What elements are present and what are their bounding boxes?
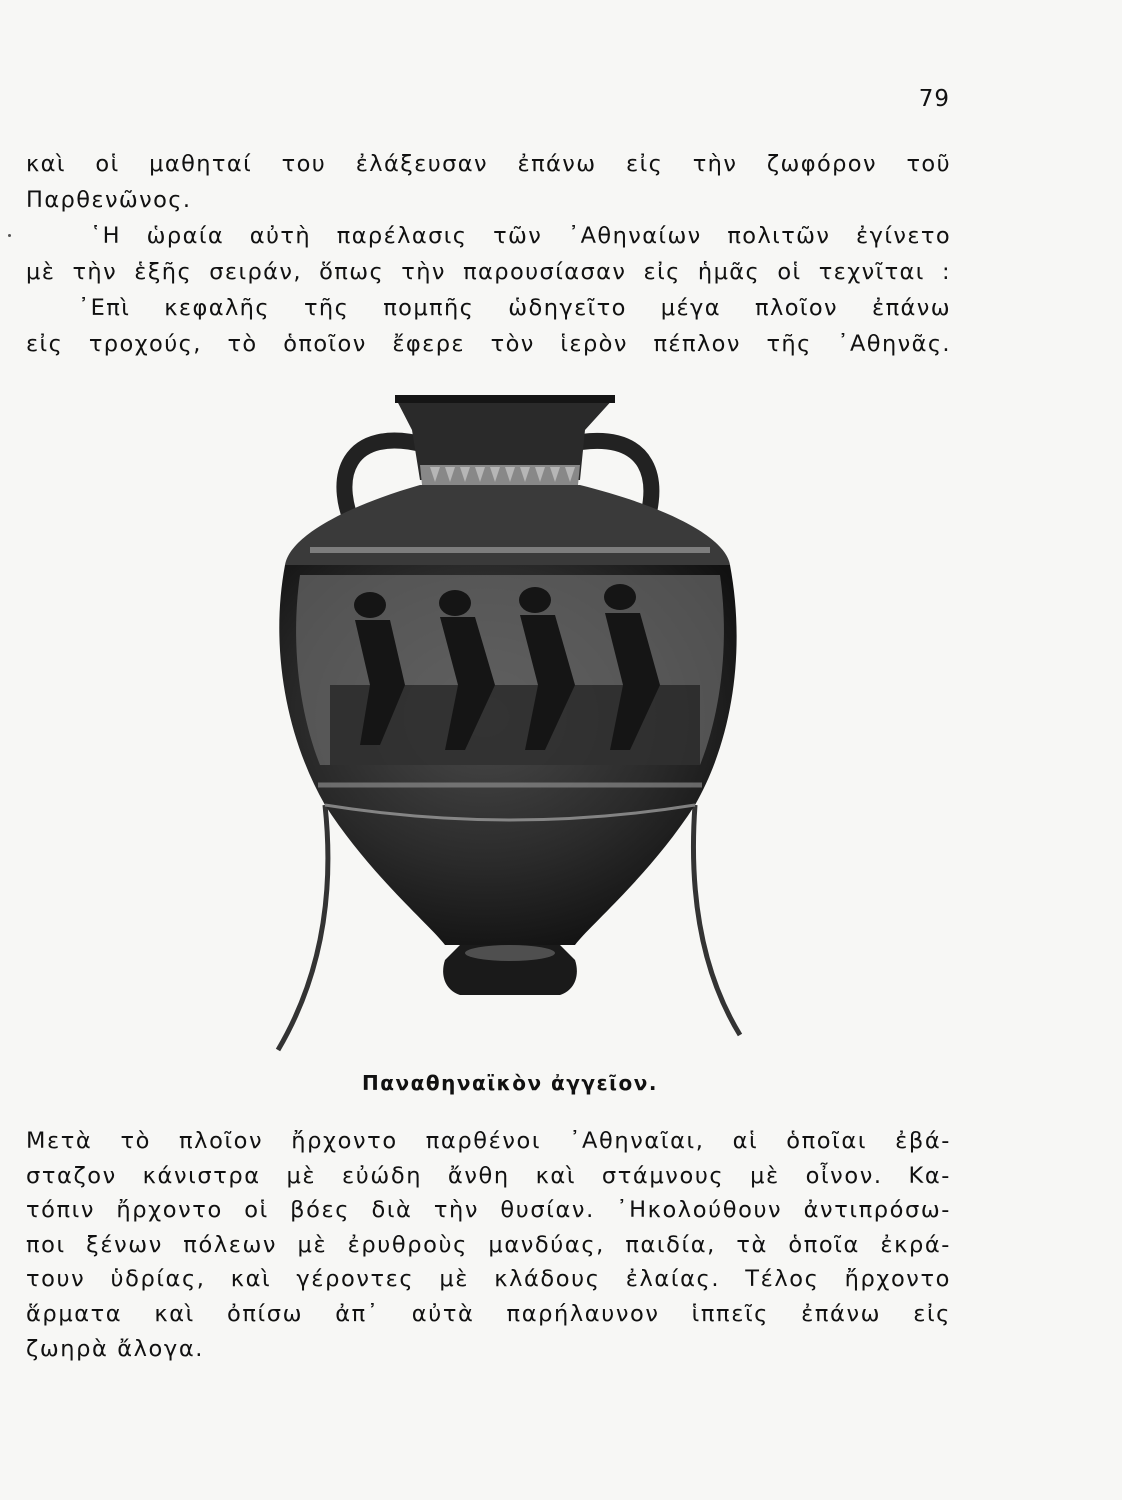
panathenaic-amphora-figure	[230, 385, 790, 1065]
text-line: εἰς τροχούς, τὸ ὁποῖον ἔφερε τὸν ἱερὸν πέπλον τῆς ᾿Αθηνᾶς.	[26, 331, 951, 357]
margin-speck	[8, 234, 11, 237]
figure-caption: Παναθηναϊκὸν ἀγγεῖον.	[362, 1071, 658, 1095]
text-line: ῾Η ὡραία αὐτὴ παρέλασις τῶν ᾿Αθηναίων πολιτῶν ἐγίνετο	[90, 223, 951, 249]
text-line: ᾿Επὶ κεφαλῆς τῆς πομπῆς ὡδηγεῖτο μέγα πλοῖον ἐπάνω	[78, 295, 951, 321]
text-line: ποι ξένων πόλεων μὲ ἐρυθροὺς μανδύας, παιδία, τὰ ὁποῖα ἐκρά-	[26, 1231, 951, 1258]
text-line: τόπιν ἤρχοντο οἱ βόες διὰ τὴν θυσίαν. ᾿Ηκολούθουν ἀντιπρόσω-	[26, 1197, 951, 1224]
text-line: Παρθενῶνος.	[26, 187, 192, 213]
text-line: ζωηρὰ ἄλογα.	[26, 1335, 205, 1362]
text-line: μὲ τὴν ἑξῆς σειράν, ὅπως τὴν παρουσίασαν εἰς ἡμᾶς οἱ τεχνῖται :	[26, 259, 951, 285]
text-line: ἅρματα καὶ ὀπίσω ἀπ᾿ αὐτὰ παρήλαυνον ἱππεῖς ἐπάνω εἰς	[26, 1300, 951, 1327]
paragraph-bottom	[26, 1124, 951, 1366]
text-line: Μετὰ τὸ πλοῖον ἤρχοντο παρθένοι ᾿Αθηναῖαι, αἱ ὁποῖαι ἐβά-	[26, 1128, 951, 1154]
paragraph-top	[26, 146, 951, 362]
stand-leg-right	[693, 805, 740, 1035]
text-line: καὶ οἱ μαθηταί του ἐλάξευσαν ἐπάνω εἰς τὴν ζωφόρον τοῦ	[26, 151, 951, 177]
text-line: σταζον κάνιστρα μὲ εὐώδη ἄνθη καὶ στάμνους μὲ οἶνον. Κα-	[26, 1162, 951, 1189]
stand-leg-left	[278, 805, 328, 1050]
text-line: τουν ὑδρίας, καὶ γέροντες μὲ κλάδους ἐλαίας. Τέλος ἤρχοντο	[26, 1266, 951, 1293]
page-number: 79	[918, 86, 950, 112]
